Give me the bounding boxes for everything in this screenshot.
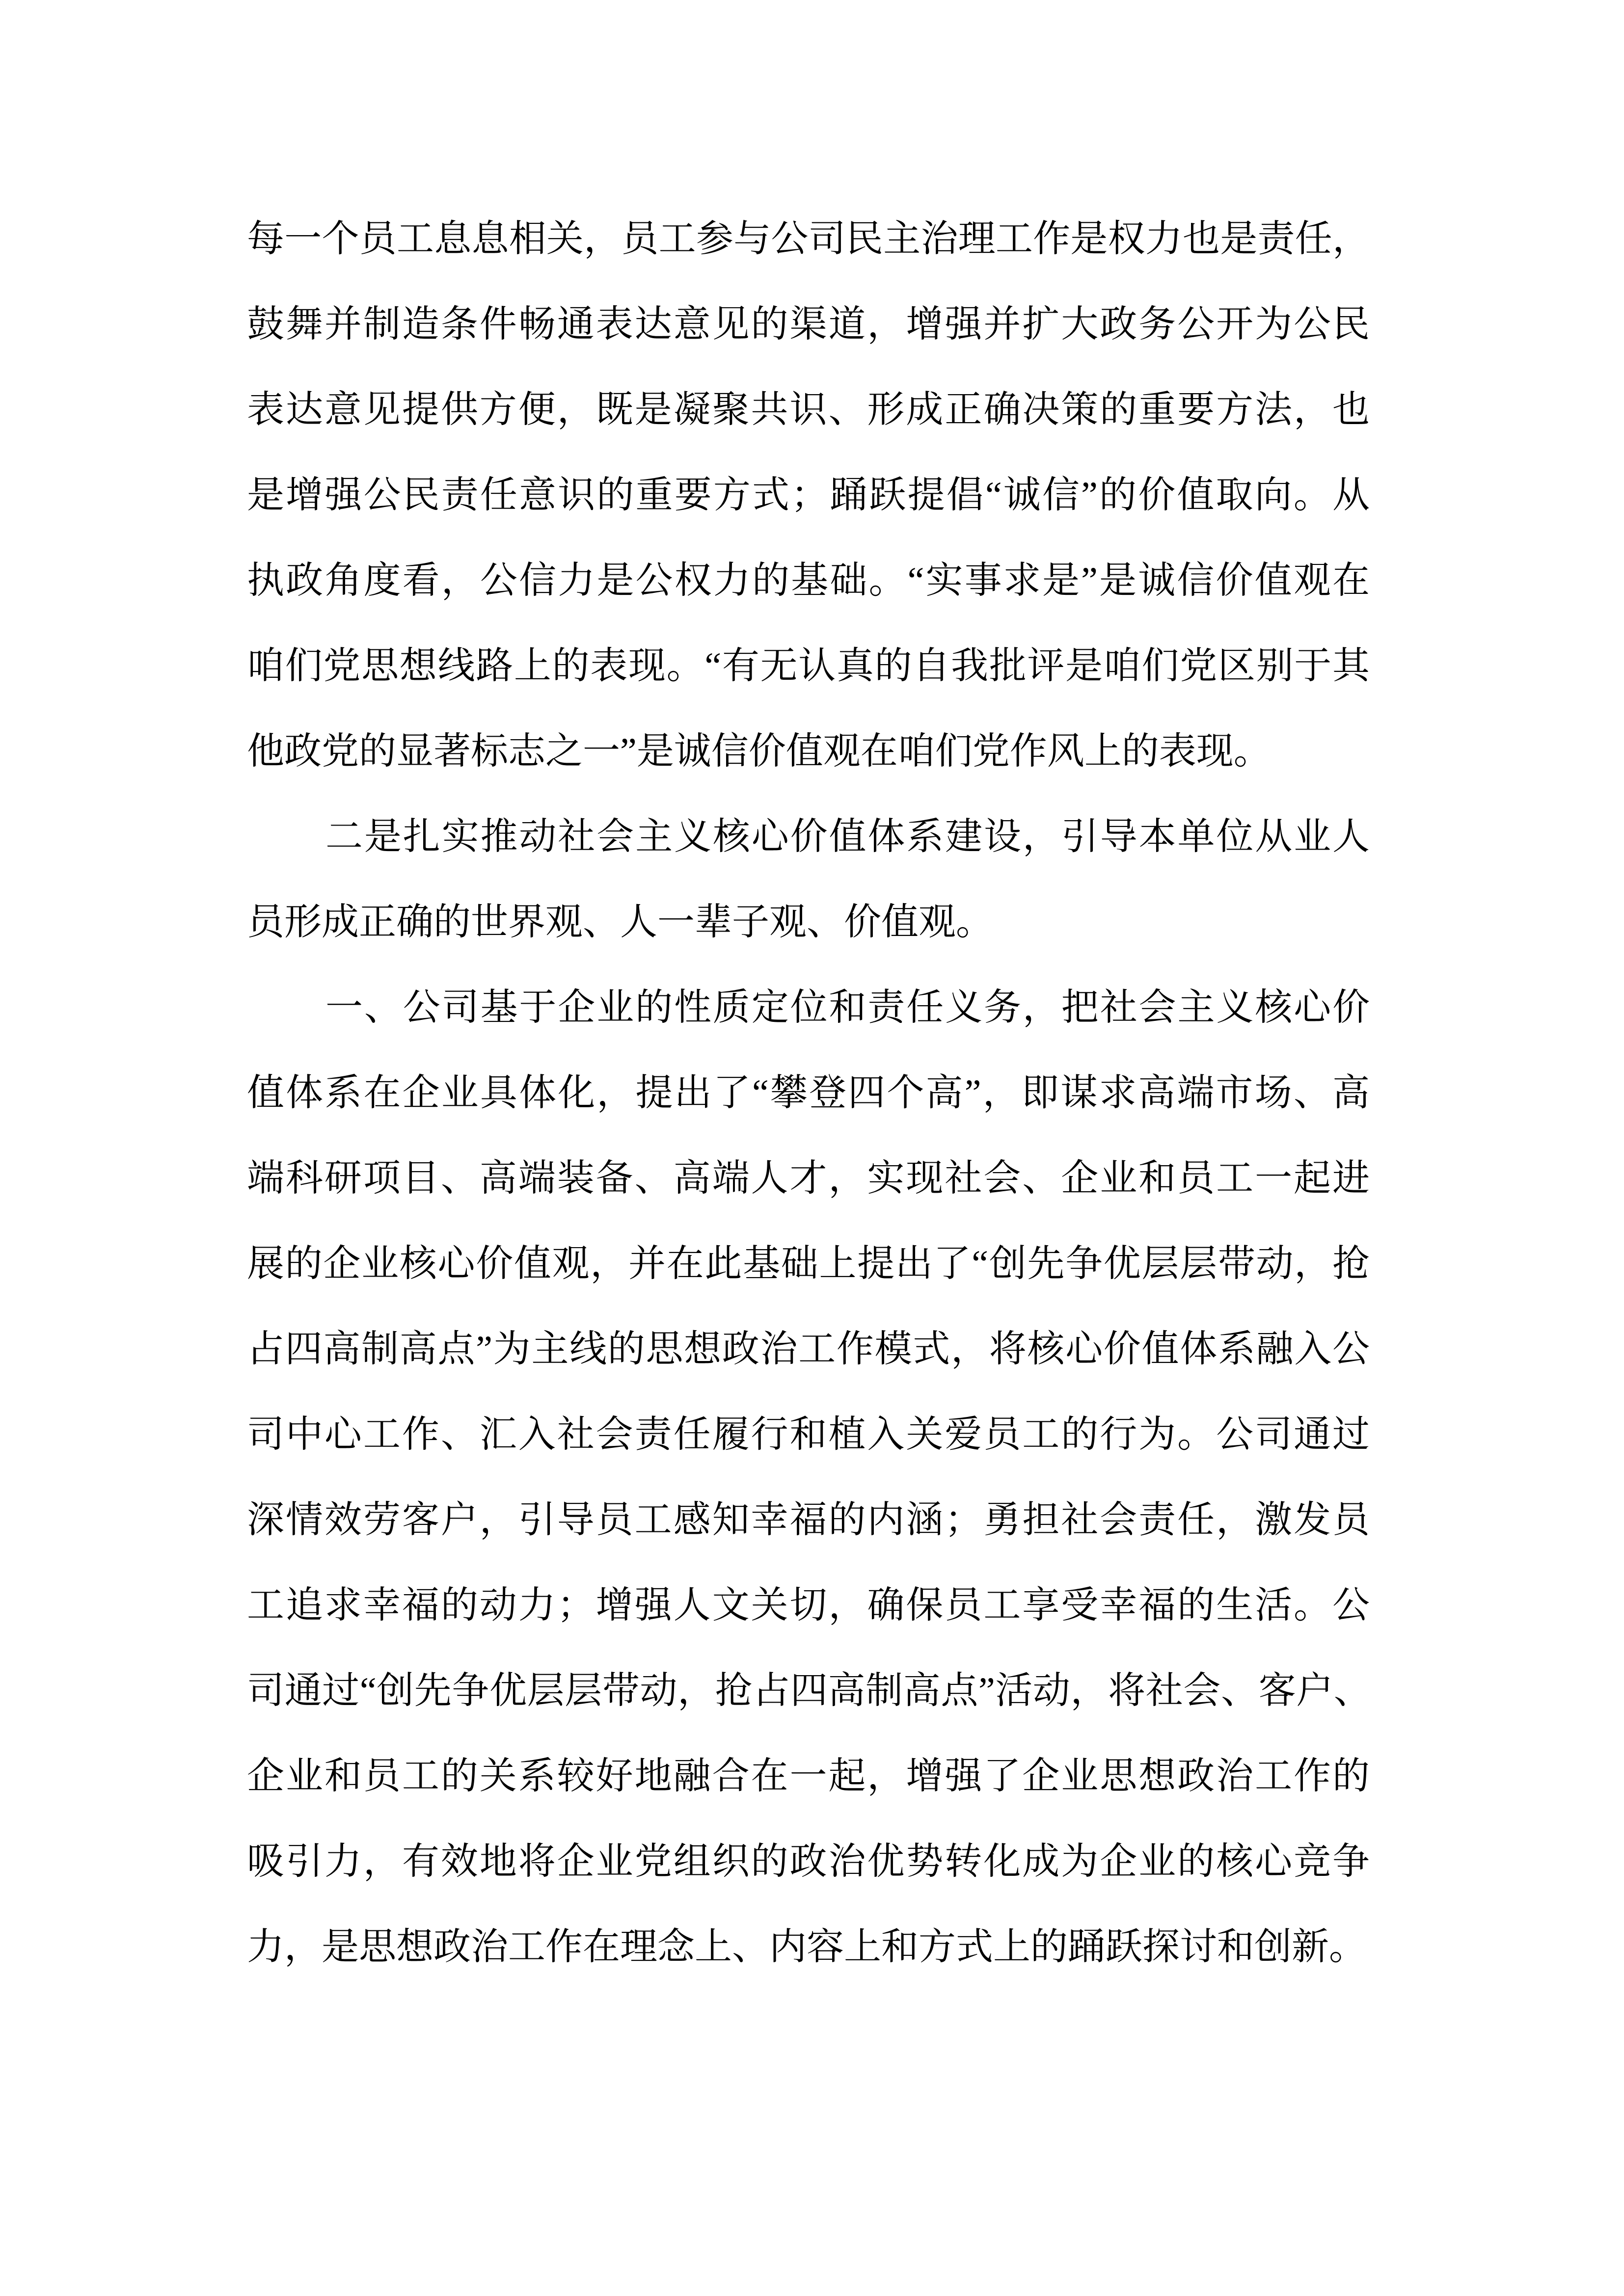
text-line: 深情效劳客户，引导员工感知幸福的内涵；勇担社会责任，激发员 <box>247 1499 1370 1541</box>
text-line: 企业和员工的关系较好地融合在一起，增强了企业思想政治工作的 <box>247 1756 1370 1797</box>
text-line: 吸引力，有效地将企业党组织的政治优势转化成为企业的核心竞争 <box>247 1841 1370 1882</box>
text-line: 咱们党思想线路上的表现。“有无认真的自我批评是咱们党区别于其 <box>247 645 1370 687</box>
text-line: 司通过“创先争优层层带动，抢占四高制高点”活动，将社会、客户、 <box>247 1670 1370 1711</box>
text-line: 一、公司基于企业的性质定位和责任义务，把社会主义核心价 <box>325 987 1370 1028</box>
paragraph-2 <box>247 794 1370 965</box>
text-line: 工追求幸福的动力；增强人文关切，确保员工享受幸福的生活。公 <box>247 1585 1370 1626</box>
text-line: 端科研项目、高端装备、高端人才，实现社会、企业和员工一起进 <box>247 1158 1370 1199</box>
paragraph-3 <box>247 965 1370 1990</box>
text-line: 鼓舞并制造条件畅通表达意见的渠道，增强并扩大政务公开为公民 <box>247 304 1370 345</box>
text-line: 表达意见提供方便，既是凝聚共识、形成正确决策的重要方法，也 <box>247 389 1370 430</box>
text-line: 执政角度看，公信力是公权力的基础。“实事求是”是诚信价值观在 <box>247 560 1370 601</box>
text-line: 司中心工作、汇入社会责任履行和植入关爱员工的行为。公司通过 <box>247 1414 1370 1455</box>
text-line: 二是扎实推动社会主义核心价值体系建设，引导本单位从业人 <box>325 816 1370 857</box>
text-line: 每一个员工息息相关，员工参与公司民主治理工作是权力也是责任， <box>247 218 1370 260</box>
text-line: 值体系在企业具体化，提出了“攀登四个高”，即谋求高端市场、高 <box>247 1072 1370 1114</box>
text-line: 是增强公民责任意识的重要方式；踊跃提倡“诚信”的价值取向。从 <box>247 475 1370 516</box>
text-line: 他政党的显著标志之一”是诚信价值观在咱们党作风上的表现。 <box>247 731 1271 772</box>
paragraph-1 <box>247 196 1370 794</box>
text-line: 力，是思想政治工作在理念上、内容上和方式上的踊跃探讨和创新。 <box>247 1926 1366 1968</box>
document-body <box>247 196 1370 1990</box>
text-line: 员形成正确的世界观、人一辈子观、价值观。 <box>247 902 993 943</box>
text-line: 展的企业核心价值观，并在此基础上提出了“创先争优层层带动，抢 <box>247 1243 1370 1284</box>
text-line: 占四高制高点”为主线的思想政治工作模式，将核心价值体系融入公 <box>247 1329 1370 1370</box>
